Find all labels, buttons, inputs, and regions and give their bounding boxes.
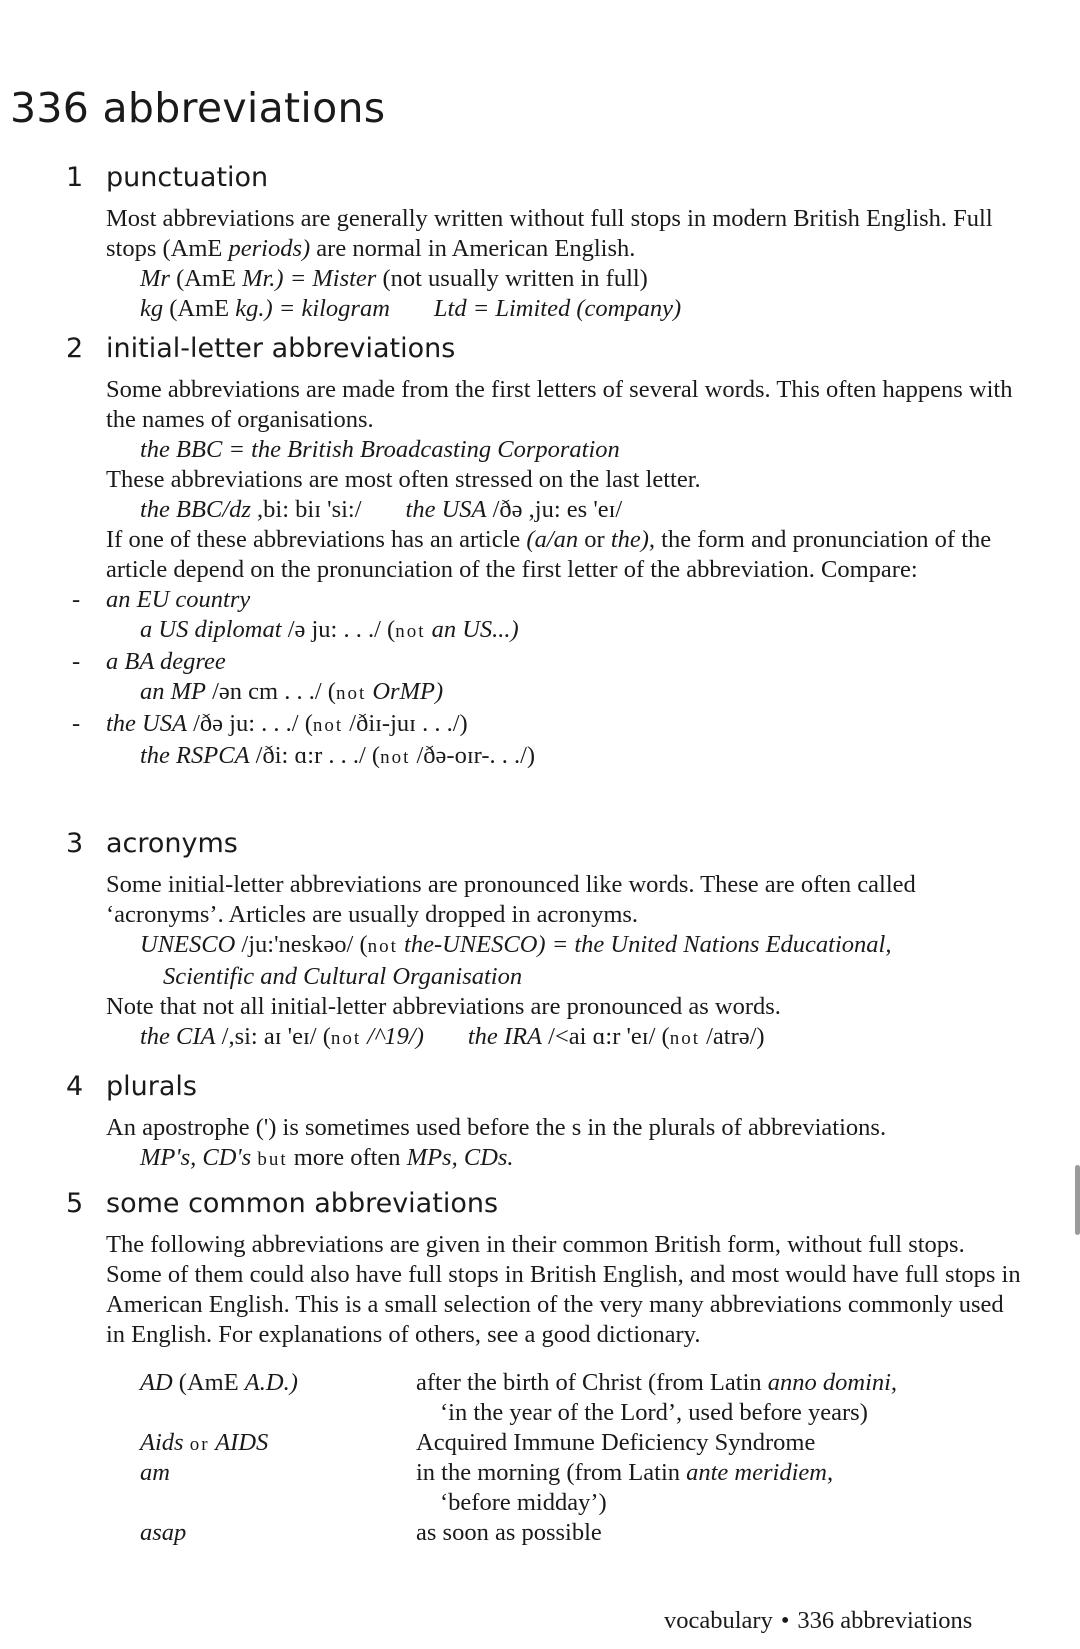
page-footer: [664, 1606, 972, 1636]
paragraph: An apostrophe (') is sometimes used before the s in the plurals of abbreviations.: [106, 1114, 887, 1141]
section-number: 1: [66, 162, 84, 193]
example-continuation: Scientific and Cultural Organisation: [163, 963, 523, 990]
dash: -: [72, 586, 81, 613]
section-heading: [0, 160, 1080, 196]
comparison-item: - the USA /ðə ju: . . ./ (not /ðiɪ-juɪ . . ./): [72, 710, 468, 737]
section-heading: [0, 331, 1080, 367]
footer-bullet: •: [780, 1607, 790, 1634]
paragraph: These abbreviations are most often stressed on the last letter.: [106, 466, 701, 493]
section-title: punctuation: [106, 162, 269, 193]
dash: -: [72, 710, 81, 737]
dash: -: [72, 648, 81, 675]
section-heading: [0, 1069, 1080, 1105]
abbreviation-table: [106, 1368, 1026, 1548]
example: the BBC = the British Broadcasting Corporation: [140, 436, 620, 463]
section-heading: [0, 826, 1080, 862]
abbreviation-definition: after the birth of Christ (from Latin anno domini, ‘in the year of the Lord’, used before years): [416, 1369, 898, 1426]
example: the BBC/dz ,bi: biɪ 'si:/ the USA /ðə ,ju: es 'eɪ/: [140, 496, 623, 523]
table-row: [106, 1368, 1026, 1428]
table-row: [106, 1458, 1026, 1518]
section-title: initial-letter abbreviations: [106, 333, 456, 364]
section-title: some common abbreviations: [106, 1188, 499, 1219]
section-body: [106, 1113, 1026, 1175]
section-initial-letter-abbreviations: [0, 331, 1080, 773]
abbreviation-term: Aids or AIDS: [140, 1429, 269, 1456]
abbreviation-definition: in the morning (from Latin ante meridiem, ‘before midday’): [416, 1459, 834, 1516]
comparison-item: - a BA degree: [72, 648, 226, 675]
comparison-item: - an EU country: [72, 586, 251, 613]
section-punctuation: [0, 160, 1080, 324]
scrollbar-thumb[interactable]: [1075, 1165, 1080, 1235]
page-title: 336 abbreviations: [10, 84, 386, 132]
abbreviation-term: asap: [140, 1519, 187, 1546]
example: the CIA /,si: aɪ 'eɪ/ (not /^19/) the IRA /<ai ɑ:r 'eɪ/ (not /atrə/): [140, 1023, 765, 1050]
paragraph: Note that not all initial-letter abbreviations are pronounced as words.: [106, 993, 781, 1020]
example: UNESCO /ju:'neskəo/ (not the-UNESCO) = the United Nations Educational,: [140, 931, 892, 958]
example: MP's, CD's but more often MPs, CDs.: [140, 1144, 514, 1171]
paragraph: Some initial-letter abbreviations are pronounced like words. These are often called ‘acronyms’. Articles are usually dropped in acronyms.: [106, 871, 916, 928]
section-body: [106, 870, 1026, 1054]
section-body: [72, 375, 1026, 773]
footer-part: vocabulary: [664, 1607, 773, 1634]
section-common-abbreviations: [0, 1186, 1080, 1548]
comparison-item: the RSPCA /ði: ɑ:r . . ./ (not /ðə-oɪr-. . ./): [140, 742, 536, 769]
abbreviation-definition: Acquired Immune Deficiency Syndrome: [416, 1429, 816, 1456]
comparison-item: an MP /ən cm . . ./ (not OrMP): [140, 678, 444, 705]
paragraph: The following abbreviations are given in their common British form, without full stops. Some of them could also have full stops in British English, and most would have full stops in American English. This is a small selection of the very many abbreviations commonly used in English. For explanations of others, see a good dictionary.: [106, 1231, 1021, 1348]
section-title: plurals: [106, 1071, 197, 1102]
paragraph: Some abbreviations are made from the first letters of several words. This often happens with the names of organisations.: [106, 376, 1013, 433]
paragraph: If one of these abbreviations has an article (a/an or the), the form and pronunciation of the article depend on the pronunciation of the first letter of the abbreviation. Compare:: [106, 526, 992, 583]
section-number: 3: [66, 828, 84, 859]
example: Mr (AmE Mr.) = Mister (not usually written in full): [140, 265, 648, 292]
footer-entry: 336 abbreviations: [797, 1607, 973, 1634]
section-heading: [0, 1186, 1080, 1222]
abbreviation-definition: as soon as possible: [416, 1519, 602, 1546]
section-number: 4: [66, 1071, 84, 1102]
paragraph: Most abbreviations are generally written without full stops in modern British English. Full stops (AmE periods) are normal in American English.: [106, 205, 993, 262]
example: kg (AmE kg.) = kilogram Ltd = Limited (company): [140, 295, 682, 322]
section-body: [106, 204, 1026, 324]
section-number: 5: [66, 1188, 84, 1219]
section-number: 2: [66, 333, 84, 364]
table-row: [106, 1518, 1026, 1548]
section-acronyms: [0, 826, 1080, 1054]
section-body: [106, 1230, 1026, 1548]
section-title: acronyms: [106, 828, 238, 859]
section-plurals: [0, 1069, 1080, 1175]
comparison-item: a US diplomat /ə ju: . . ./ (not an US...): [140, 616, 519, 643]
table-row: [106, 1428, 1026, 1458]
abbreviation-term: AD (AmE A.D.): [140, 1369, 298, 1396]
abbreviation-term: am: [140, 1459, 170, 1486]
